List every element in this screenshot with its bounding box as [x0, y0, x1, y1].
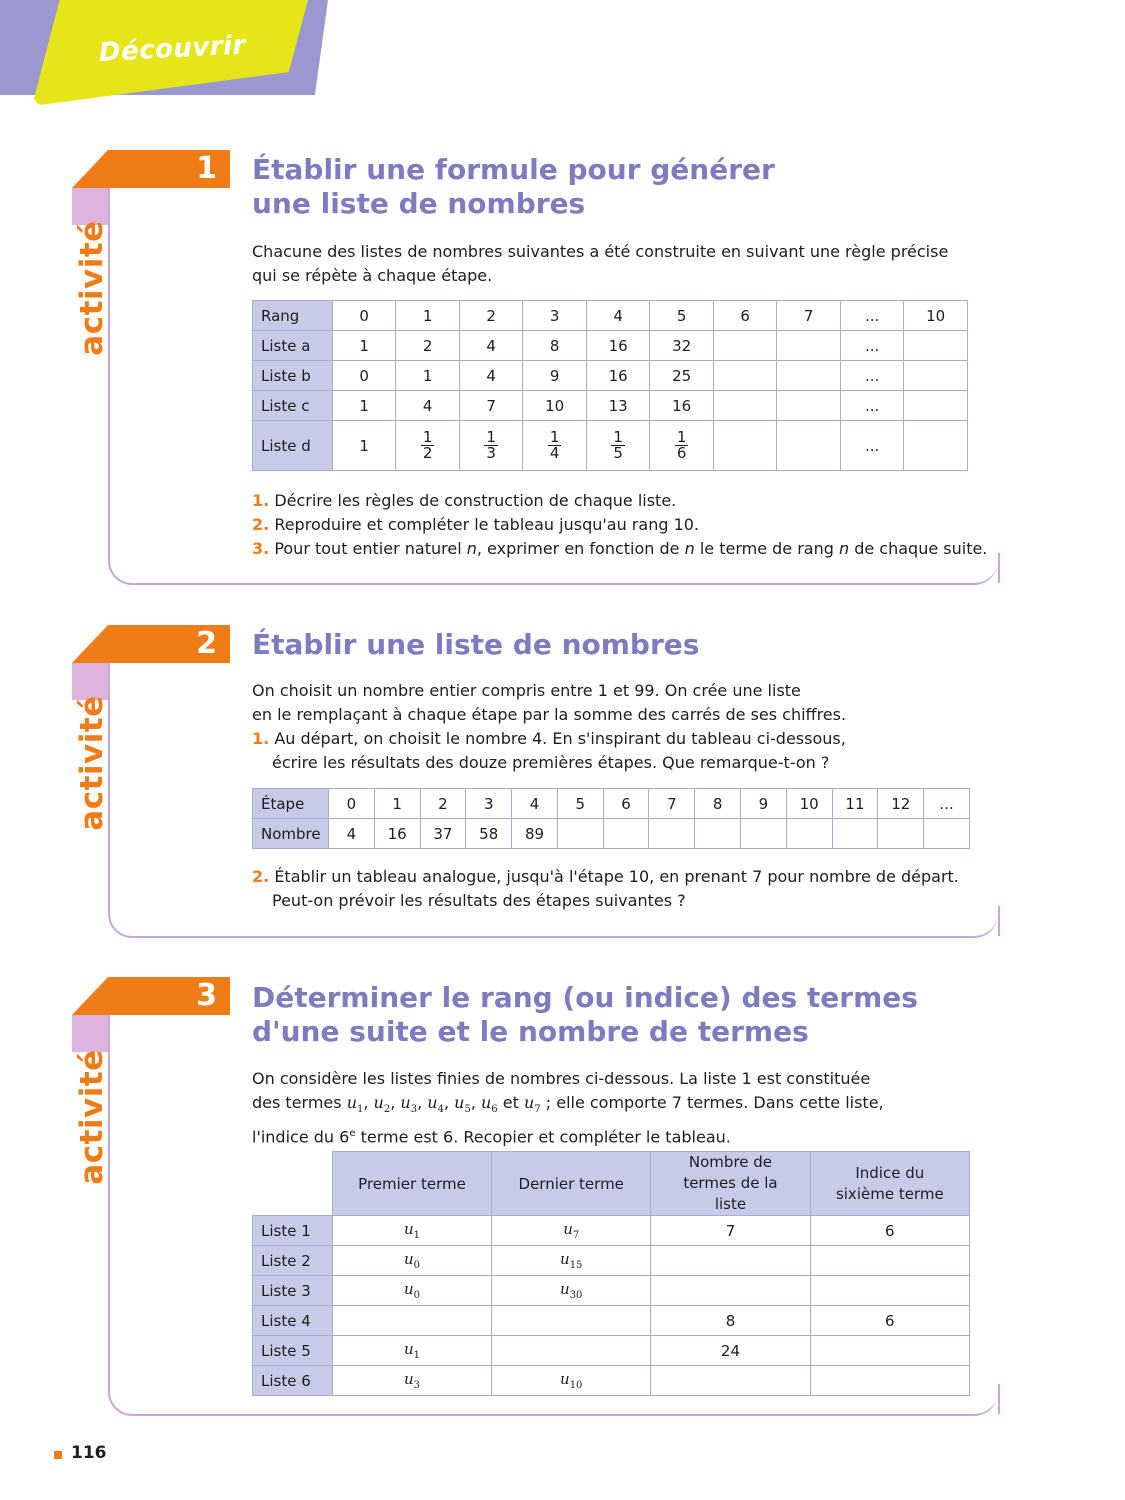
- math-term: [563, 1220, 580, 1241]
- table-header-cell: Nombre de termes de la liste: [651, 1152, 810, 1216]
- table-cell: Liste a: [253, 331, 333, 361]
- math-term: [427, 1093, 444, 1116]
- term-letter: u: [560, 1250, 570, 1268]
- math-term: [373, 1093, 391, 1116]
- term-letter: u: [563, 1220, 573, 1238]
- question-text: Décrire les règles de construction de chaque liste.: [274, 491, 677, 510]
- activity-3-label: activité: [74, 1049, 110, 1185]
- table-cell: [810, 1246, 969, 1276]
- table-cell: Liste 3: [253, 1276, 333, 1306]
- table-cell: [786, 819, 832, 849]
- activity-1-intro: [252, 240, 948, 288]
- table-cell: 4: [512, 789, 558, 819]
- activity-1-label: activité: [74, 220, 110, 356]
- table-cell: [777, 331, 840, 361]
- table-cell: [695, 819, 741, 849]
- table-cell: 25: [650, 361, 714, 391]
- question-3: [252, 537, 987, 561]
- table-cell: Liste 5: [253, 1336, 333, 1366]
- page-number: 116: [71, 1443, 107, 1463]
- term-index: 1: [413, 1350, 421, 1361]
- math-term: [400, 1093, 418, 1116]
- fraction-numerator: 1: [549, 427, 560, 446]
- math-term: [454, 1093, 471, 1116]
- activity-2-intro: [252, 679, 846, 775]
- term-letter: u: [403, 1250, 414, 1268]
- table-cell: [332, 1366, 491, 1396]
- table-row: [253, 1216, 970, 1246]
- table-cell: 13: [586, 391, 650, 421]
- activity-2-label: activité: [74, 695, 110, 831]
- table-cell: 7: [649, 789, 695, 819]
- table-cell: 12: [878, 789, 924, 819]
- intro-line: Chacune des listes de nombres suivantes a été construite en suivant une règle précise: [252, 242, 949, 261]
- table-cell: 10: [904, 301, 968, 331]
- table-cell: [924, 819, 970, 849]
- table-cell: 16: [650, 391, 714, 421]
- table-cell: Liste c: [253, 391, 333, 421]
- term-index: 4: [437, 1104, 444, 1116]
- fraction-cell: [586, 421, 650, 471]
- table-cell: 4: [396, 391, 460, 421]
- table-cell: 1: [374, 789, 420, 819]
- term-index: 0: [413, 1260, 421, 1271]
- term-index: 30: [569, 1290, 583, 1301]
- table-cell: 4: [459, 331, 523, 361]
- table-cell: 2: [420, 789, 466, 819]
- activity-3-title-line: Déterminer le rang (ou indice) des termes: [252, 981, 918, 1014]
- table-cell: [651, 1246, 810, 1276]
- fraction-cell: [650, 421, 714, 471]
- term-letter: u: [373, 1093, 384, 1112]
- term-index: 1: [357, 1104, 364, 1116]
- question-number: 3.: [252, 539, 270, 558]
- activity-3-title-line: d'une suite et le nombre de termes: [252, 1015, 809, 1048]
- math-term: [346, 1093, 364, 1116]
- table-cell: ...: [840, 391, 904, 421]
- table-cell: [332, 1276, 491, 1306]
- superscript: e: [349, 1128, 356, 1140]
- table-cell: [904, 331, 968, 361]
- table-cell: Étape: [253, 789, 329, 819]
- math-variable: n: [838, 539, 850, 558]
- intro-text: ; elle comporte 7 termes. Dans cette liste,: [540, 1093, 884, 1112]
- table-cell: 0: [328, 789, 374, 819]
- table-cell: 7: [651, 1216, 810, 1246]
- table-cell: 7: [777, 301, 840, 331]
- table-cell: [713, 391, 776, 421]
- question-number: 2.: [252, 515, 270, 534]
- activity-1-title-line: Établir une formule pour générer: [252, 153, 775, 186]
- table-cell: 2: [396, 331, 460, 361]
- question-text: Reproduire et compléter le tableau jusqu'au rang 10.: [274, 515, 700, 534]
- table-cell: [492, 1246, 651, 1276]
- table-cell: 58: [466, 819, 512, 849]
- question-1: [252, 727, 846, 751]
- intro-line: On choisit un nombre entier compris entre 1 et 99. On crée une liste: [252, 681, 801, 700]
- term-letter: u: [523, 1093, 535, 1112]
- activity-1-table: [252, 300, 968, 471]
- fraction-cell: [459, 421, 523, 471]
- intro-line: des termes $u_1$, $u_2$, $u_3$, $u_4$, $u_5$, $u_6$ et $u_7$ ; elle comporte 7 termes. Dans cette liste,: [252, 1093, 884, 1116]
- table-cell: 8: [695, 789, 741, 819]
- table-cell: [713, 331, 776, 361]
- table-cell: [651, 1276, 810, 1306]
- term-letter: u: [427, 1093, 438, 1112]
- term-letter: u: [480, 1093, 492, 1112]
- math-term: [523, 1093, 541, 1116]
- table-cell: [777, 421, 840, 471]
- table-cell: ...: [840, 421, 904, 471]
- header-title: Découvrir: [98, 30, 247, 68]
- table-header-row: [253, 789, 970, 819]
- table-corner-cell: [253, 1152, 333, 1216]
- table-cell: [832, 819, 878, 849]
- question-text: Établir un tableau analogue, jusqu'à l'étape 10, en prenant 7 pour nombre de départ.: [274, 867, 959, 886]
- math-variable: n: [684, 539, 695, 558]
- table-row: [253, 1336, 970, 1366]
- table-cell: Nombre: [253, 819, 329, 849]
- question-text: le terme de rang: [694, 539, 839, 558]
- table-cell: Liste 1: [253, 1216, 333, 1246]
- activity-3-table: [252, 1151, 970, 1396]
- intro-line: en le remplaçant à chaque étape par la somme des carrés de ses chiffres.: [252, 705, 847, 724]
- fraction-numerator: 1: [486, 427, 496, 446]
- math-term: [480, 1093, 498, 1116]
- table-cell: 1: [332, 391, 395, 421]
- table-cell: 6: [603, 789, 649, 819]
- table-cell: 9: [523, 361, 587, 391]
- term-letter: u: [403, 1280, 414, 1298]
- fraction-numerator: 1: [422, 427, 433, 446]
- table-cell: [651, 1366, 810, 1396]
- table-row: [253, 1306, 970, 1336]
- term-index: 5: [464, 1104, 471, 1116]
- question-text: Pour tout entier naturel: [274, 539, 467, 558]
- fraction-denominator: 2: [422, 443, 433, 462]
- math-variable: n: [466, 539, 477, 558]
- table-cell: [713, 361, 776, 391]
- fraction-denominator: 3: [486, 443, 496, 462]
- table-cell: [777, 391, 840, 421]
- table-cell: [904, 421, 968, 471]
- table-cell: [557, 819, 603, 849]
- activity-2-table: [252, 788, 970, 849]
- activity-1-title: [252, 153, 775, 221]
- table-cell: 4: [459, 361, 523, 391]
- page-number-marker: [54, 1451, 62, 1459]
- table-cell: [777, 361, 840, 391]
- table-cell: Rang: [253, 301, 333, 331]
- table-cell: 89: [512, 819, 558, 849]
- activity-3-title: [252, 981, 918, 1049]
- table-cell: 8: [523, 331, 587, 361]
- table-cell: 1: [396, 361, 460, 391]
- activity-2-title-line: Établir une liste de nombres: [252, 628, 700, 661]
- term-letter: u: [454, 1093, 465, 1112]
- table-cell: [904, 391, 968, 421]
- table-cell: 1: [332, 331, 395, 361]
- term-index: 7: [572, 1230, 580, 1241]
- question-number: 2.: [252, 867, 270, 886]
- activity-1-corner: [72, 150, 108, 188]
- term-letter: u: [400, 1093, 411, 1112]
- table-cell: [492, 1276, 651, 1306]
- question-text: écrire les résultats des douze premières étapes. Que remarque-t-on ?: [272, 753, 830, 772]
- question-number: 1.: [252, 729, 270, 748]
- table-cell: 16: [374, 819, 420, 849]
- term-letter: u: [346, 1093, 357, 1112]
- term-index: 10: [569, 1380, 583, 1391]
- table-cell: ...: [840, 361, 904, 391]
- table-cell: 6: [713, 301, 776, 331]
- math-term: [560, 1280, 583, 1301]
- table-cell: [332, 1216, 491, 1246]
- table-cell: 3: [466, 789, 512, 819]
- table-cell: 8: [651, 1306, 810, 1336]
- intro-text: et: [497, 1093, 524, 1112]
- table-row: [253, 819, 970, 849]
- question-text: de chaque suite.: [849, 539, 988, 558]
- table-row: [253, 1276, 970, 1306]
- term-letter: u: [403, 1220, 414, 1238]
- question-text: Au départ, on choisit le nombre 4. En s'inspirant du tableau ci-dessous,: [274, 729, 846, 748]
- table-cell: 0: [332, 361, 395, 391]
- intro-line: On considère les listes finies de nombres ci-dessous. La liste 1 est constituée: [252, 1069, 871, 1088]
- table-cell: Liste 6: [253, 1366, 333, 1396]
- activity-2-corner: [72, 625, 108, 663]
- question-1: [252, 489, 987, 513]
- term-index: 0: [413, 1290, 421, 1301]
- table-cell: [492, 1366, 651, 1396]
- table-cell: 11: [832, 789, 878, 819]
- table-cell: [810, 1336, 969, 1366]
- table-cell: [492, 1216, 651, 1246]
- table-cell: Liste 4: [253, 1306, 333, 1336]
- term-letter: u: [403, 1340, 414, 1358]
- intro-text: l'indice du 6: [252, 1127, 350, 1147]
- table-cell: 9: [741, 789, 787, 819]
- math-term: [403, 1340, 421, 1361]
- table-row: [253, 391, 968, 421]
- term-index: 6: [491, 1104, 498, 1116]
- table-cell: 6: [810, 1216, 969, 1246]
- table-cell: 6: [810, 1306, 969, 1336]
- table-row: [253, 421, 968, 471]
- term-index: 2: [383, 1104, 391, 1116]
- table-cell: 16: [586, 331, 650, 361]
- table-row: [253, 1366, 970, 1396]
- term-letter: u: [560, 1280, 570, 1298]
- math-term: [403, 1280, 421, 1301]
- table-cell: Liste 2: [253, 1246, 333, 1276]
- intro-text: des termes: [252, 1093, 347, 1112]
- table-cell: 24: [651, 1336, 810, 1366]
- table-cell: 10: [786, 789, 832, 819]
- math-term: [403, 1370, 421, 1391]
- term-letter: u: [560, 1370, 570, 1388]
- math-term: [403, 1220, 421, 1241]
- question-number: 1.: [252, 491, 270, 510]
- table-cell: [904, 361, 968, 391]
- table-cell: 5: [650, 301, 714, 331]
- table-cell: 1: [332, 421, 395, 471]
- term-index: 3: [413, 1380, 421, 1391]
- activity-1-title-line: une liste de nombres: [252, 187, 586, 220]
- intro-line: qui se répète à chaque étape.: [252, 266, 493, 285]
- fraction-denominator: 5: [613, 443, 623, 462]
- table-row: [253, 361, 968, 391]
- term-index: 1: [413, 1230, 421, 1241]
- intro-text: terme est 6. Recopier et compléter le tableau.: [355, 1127, 731, 1147]
- table-cell: ...: [840, 301, 904, 331]
- activity-2-title: [252, 628, 699, 662]
- table-cell: 3: [523, 301, 587, 331]
- table-cell: [332, 1246, 491, 1276]
- question-2: [252, 865, 959, 889]
- table-cell: 2: [459, 301, 523, 331]
- table-header-row: [253, 1152, 970, 1216]
- table-cell: Liste b: [253, 361, 333, 391]
- math-term: [560, 1250, 583, 1271]
- activity-2-question-2: [252, 865, 959, 913]
- question-text: , exprimer en fonction de: [476, 539, 685, 558]
- table-cell: ...: [840, 331, 904, 361]
- fraction-denominator: 4: [549, 443, 560, 462]
- table-cell: [332, 1306, 491, 1336]
- fraction-numerator: 1: [613, 427, 623, 446]
- table-cell: [810, 1276, 969, 1306]
- table-cell: [649, 819, 695, 849]
- table-header-cell: Indice du sixième terme: [810, 1152, 969, 1216]
- activity-3-number: 3: [196, 978, 217, 1013]
- table-cell: 7: [459, 391, 523, 421]
- table-cell: 32: [650, 331, 714, 361]
- fraction-cell: [523, 421, 587, 471]
- term-index: 3: [410, 1104, 418, 1116]
- table-cell: [741, 819, 787, 849]
- fraction-numerator: 1: [676, 427, 687, 446]
- fraction-cell: [396, 421, 460, 471]
- table-cell: 10: [523, 391, 587, 421]
- activity-2-number: 2: [196, 626, 217, 661]
- activity-1-questions: [252, 489, 987, 561]
- table-cell: 37: [420, 819, 466, 849]
- table-cell: 1: [396, 301, 460, 331]
- fraction-denominator: 6: [676, 443, 687, 462]
- table-header-cell: Dernier terme: [492, 1152, 651, 1216]
- table-header-row: [253, 301, 968, 331]
- question-2: [252, 513, 987, 537]
- table-cell: 4: [586, 301, 650, 331]
- table-cell: [603, 819, 649, 849]
- table-cell: 16: [586, 361, 650, 391]
- table-cell: [713, 421, 776, 471]
- table-cell: [332, 1336, 491, 1366]
- table-cell: [492, 1306, 651, 1336]
- table-row: [253, 1246, 970, 1276]
- table-cell: [878, 819, 924, 849]
- term-index: 15: [569, 1260, 583, 1271]
- activity-1-number: 1: [196, 151, 217, 186]
- term-index: 7: [534, 1104, 541, 1116]
- activity-3-corner: [72, 977, 108, 1015]
- table-cell: 4: [328, 819, 374, 849]
- question-text: Peut-on prévoir les résultats des étapes suivantes ?: [272, 891, 686, 910]
- table-cell: [810, 1366, 969, 1396]
- term-letter: u: [403, 1370, 414, 1388]
- table-cell: [492, 1336, 651, 1366]
- activity-3-intro: [252, 1067, 884, 1150]
- intro-line: [252, 1122, 884, 1149]
- table-header-cell: Premier terme: [332, 1152, 491, 1216]
- table-row: [253, 331, 968, 361]
- table-cell: Liste d: [253, 421, 333, 471]
- table-cell: ...: [924, 789, 970, 819]
- math-term: [560, 1370, 583, 1391]
- math-term: [403, 1250, 421, 1271]
- table-cell: 5: [557, 789, 603, 819]
- table-cell: 0: [332, 301, 395, 331]
